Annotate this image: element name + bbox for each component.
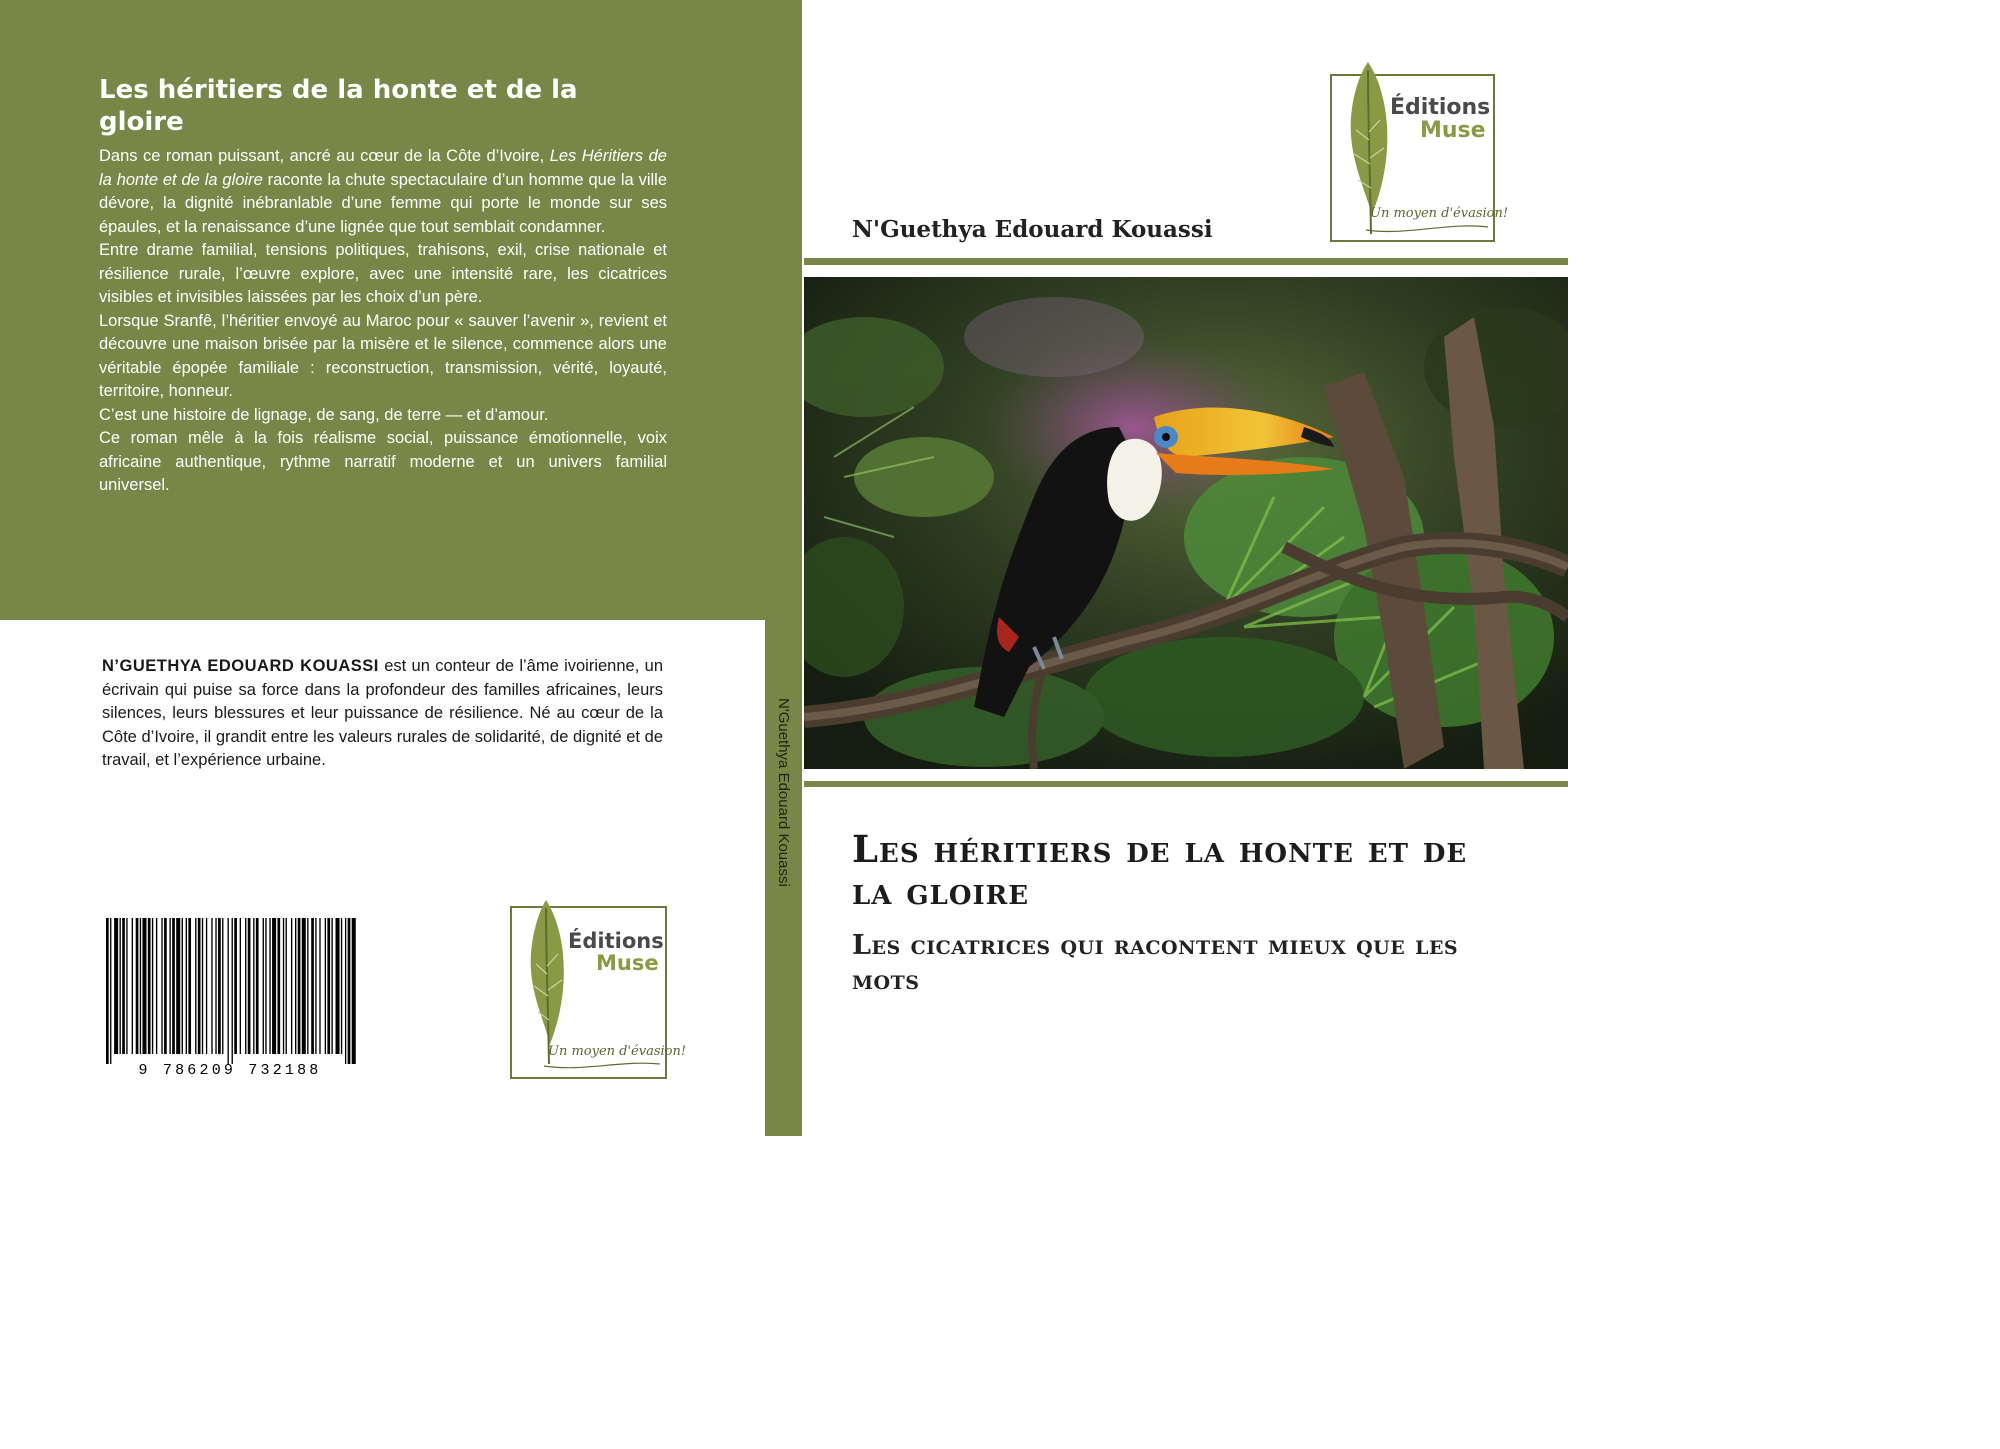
barcode-bar: [245, 918, 246, 1054]
barcode-bar: [336, 918, 340, 1054]
publisher-brand: [1390, 96, 1490, 142]
barcode-bar: [298, 918, 301, 1054]
barcode-bar: [215, 918, 216, 1054]
spine-author: N'Guethya Edouard Kouassi: [775, 698, 792, 887]
publisher-line1: Éditions: [568, 929, 664, 953]
barcode-bar: [164, 918, 167, 1054]
barcode-bar: [327, 918, 330, 1054]
cover-photo-toucan: [804, 277, 1568, 769]
tagline-swash: [542, 1058, 662, 1072]
barcode-bar: [307, 918, 308, 1054]
publisher-line1: Éditions: [1390, 95, 1491, 120]
summary-paragraph-3: Lorsque Sranfê, l’héritier envoyé au Maroc pour « sauver l’avenir », revient et découvre une maison brisée par la misère et le silence, commence alors une véritable épopée familiale : reconstruction, transmission, vérité, loyauté, territoire, honneur.: [99, 311, 667, 400]
barcode-bar: [295, 918, 296, 1054]
barcode-bar: [195, 918, 196, 1054]
barcode-bar: [240, 918, 241, 1054]
barcode-bar: [152, 918, 153, 1054]
barcode-bar: [352, 918, 356, 1064]
publisher-tagline: Un moyen d'évasion!: [548, 1044, 687, 1059]
front-subtitle: Les cicatrices qui racontent mieux que les mots: [852, 930, 1459, 996]
barcode-bar: [176, 918, 180, 1054]
barcode-bar: [211, 918, 212, 1054]
author-bio-text: est un conteur de l’âme ivoirienne, un écrivain qui puise sa force dans la profondeur des familles africaines, leurs silences, leurs blessures et leur puissance de résilience. Né au cœur de la Côte d’Ivoire, il grandit entre les valeurs rurales de solidarité, de dignité et de travail, et l’expérience urbaine.: [102, 657, 663, 769]
barcode-bar: [228, 918, 229, 1064]
publisher-line2: Muse: [596, 951, 659, 976]
isbn-barcode: [104, 918, 356, 1078]
barcode-bar: [269, 918, 270, 1054]
barcode-bar: [348, 918, 351, 1064]
barcode-bar: [232, 918, 233, 1064]
barcode-bar: [256, 918, 259, 1054]
barcode-bar: [148, 918, 151, 1054]
barcode-bar: [315, 918, 316, 1054]
barcode-bar: [169, 918, 170, 1054]
barcode-bar: [156, 918, 157, 1054]
barcode-bar: [110, 918, 111, 1064]
barcode-bar: [182, 918, 183, 1054]
barcode-bar: [234, 918, 237, 1054]
barcode-bar: [302, 918, 306, 1054]
publisher-tagline: Un moyen d'évasion!: [1370, 206, 1509, 221]
back-cover-summary: [99, 145, 667, 498]
publisher-logo-front: [1330, 74, 1509, 242]
divider-top: [804, 258, 1568, 265]
tagline-swash: [1364, 220, 1490, 236]
front-author-name: N'Guethya Edouard Kouassi: [852, 216, 1213, 243]
summary-book-title: Les Héritiers de la honte et de la gloire: [99, 147, 667, 189]
back-cover-title: Les héritiers de la honte et de la gloire: [99, 75, 578, 137]
spine-text-container: [765, 620, 802, 1136]
barcode-bar: [291, 918, 292, 1054]
barcode-bar: [122, 918, 125, 1054]
summary-p1-end: raconte la chute spectaculaire d’un homme que la ville dévore, la dignité inébranlable d’une femme qui porte le monde sur ses épaules, et la renaissance d’une lignée que tout semblait condamner.: [99, 170, 667, 236]
author-bio-name: N’GUETHYA EDOUARD KOUASSI: [102, 657, 379, 675]
barcode-bar: [218, 918, 221, 1054]
barcode-bar: [202, 918, 203, 1054]
barcode-bar: [186, 918, 187, 1054]
barcode-bar: [345, 918, 346, 1064]
summary-paragraph-4: C’est une histoire de lignage, de sang, de terre — et d’amour.: [99, 405, 549, 424]
barcode-bar: [142, 918, 146, 1054]
barcode-bar: [198, 918, 201, 1054]
divider-bottom: [804, 781, 1568, 787]
barcode-bar: [263, 918, 264, 1054]
barcode-bar: [136, 918, 139, 1054]
barcode-bar: [283, 918, 284, 1054]
summary-paragraph-1: [99, 145, 667, 239]
barcode-bar: [265, 918, 266, 1054]
barcode-bar: [172, 918, 175, 1054]
summary-paragraph-2: Entre drame familial, tensions politiques, trahisons, exil, crise nationale et résilience rurale, l’œuvre explore, avec une intensité rare, les cicatrices visibles et invisibles laissées par les choix d’un père.: [99, 241, 667, 306]
author-bio: [102, 655, 663, 773]
barcode-bar: [277, 918, 280, 1054]
feather-icon: [516, 894, 576, 1069]
isbn-digits: 9 786209 732188: [138, 1062, 322, 1078]
barcode-bar: [222, 918, 223, 1054]
barcode-bar: [341, 918, 342, 1054]
barcode-bar: [248, 918, 251, 1054]
barcode-bar: [286, 918, 287, 1054]
barcode-bar: [120, 918, 121, 1054]
barcode-bar: [106, 918, 109, 1064]
barcode-bar: [319, 918, 320, 1054]
barcode-bar: [325, 918, 326, 1054]
barcode-bar: [126, 918, 127, 1054]
barcode-bar: [140, 918, 141, 1054]
summary-paragraph-5: Ce roman mêle à la fois réalisme social, puissance émotionnelle, voix africaine authentique, rythme narratif moderne et un univers familial universel.: [99, 429, 667, 494]
front-title: Les héritiers de la honte et de la gloire: [852, 827, 1468, 913]
barcode-bar: [161, 918, 162, 1054]
publisher-logo-back: [510, 906, 687, 1079]
barcode-bar: [253, 918, 254, 1054]
barcode-bar: [114, 918, 118, 1054]
barcode-bar: [132, 918, 133, 1054]
publisher-line2: Muse: [1420, 118, 1486, 144]
summary-p1-start: Dans ce roman puissant, ancré au cœur de la Côte d’Ivoire,: [99, 147, 550, 165]
barcode-bar: [272, 918, 276, 1054]
barcode-bar: [331, 918, 332, 1054]
barcode-bar: [188, 918, 191, 1054]
barcode-bar: [311, 918, 314, 1054]
barcode-bar: [206, 918, 207, 1054]
publisher-brand: [568, 930, 664, 974]
